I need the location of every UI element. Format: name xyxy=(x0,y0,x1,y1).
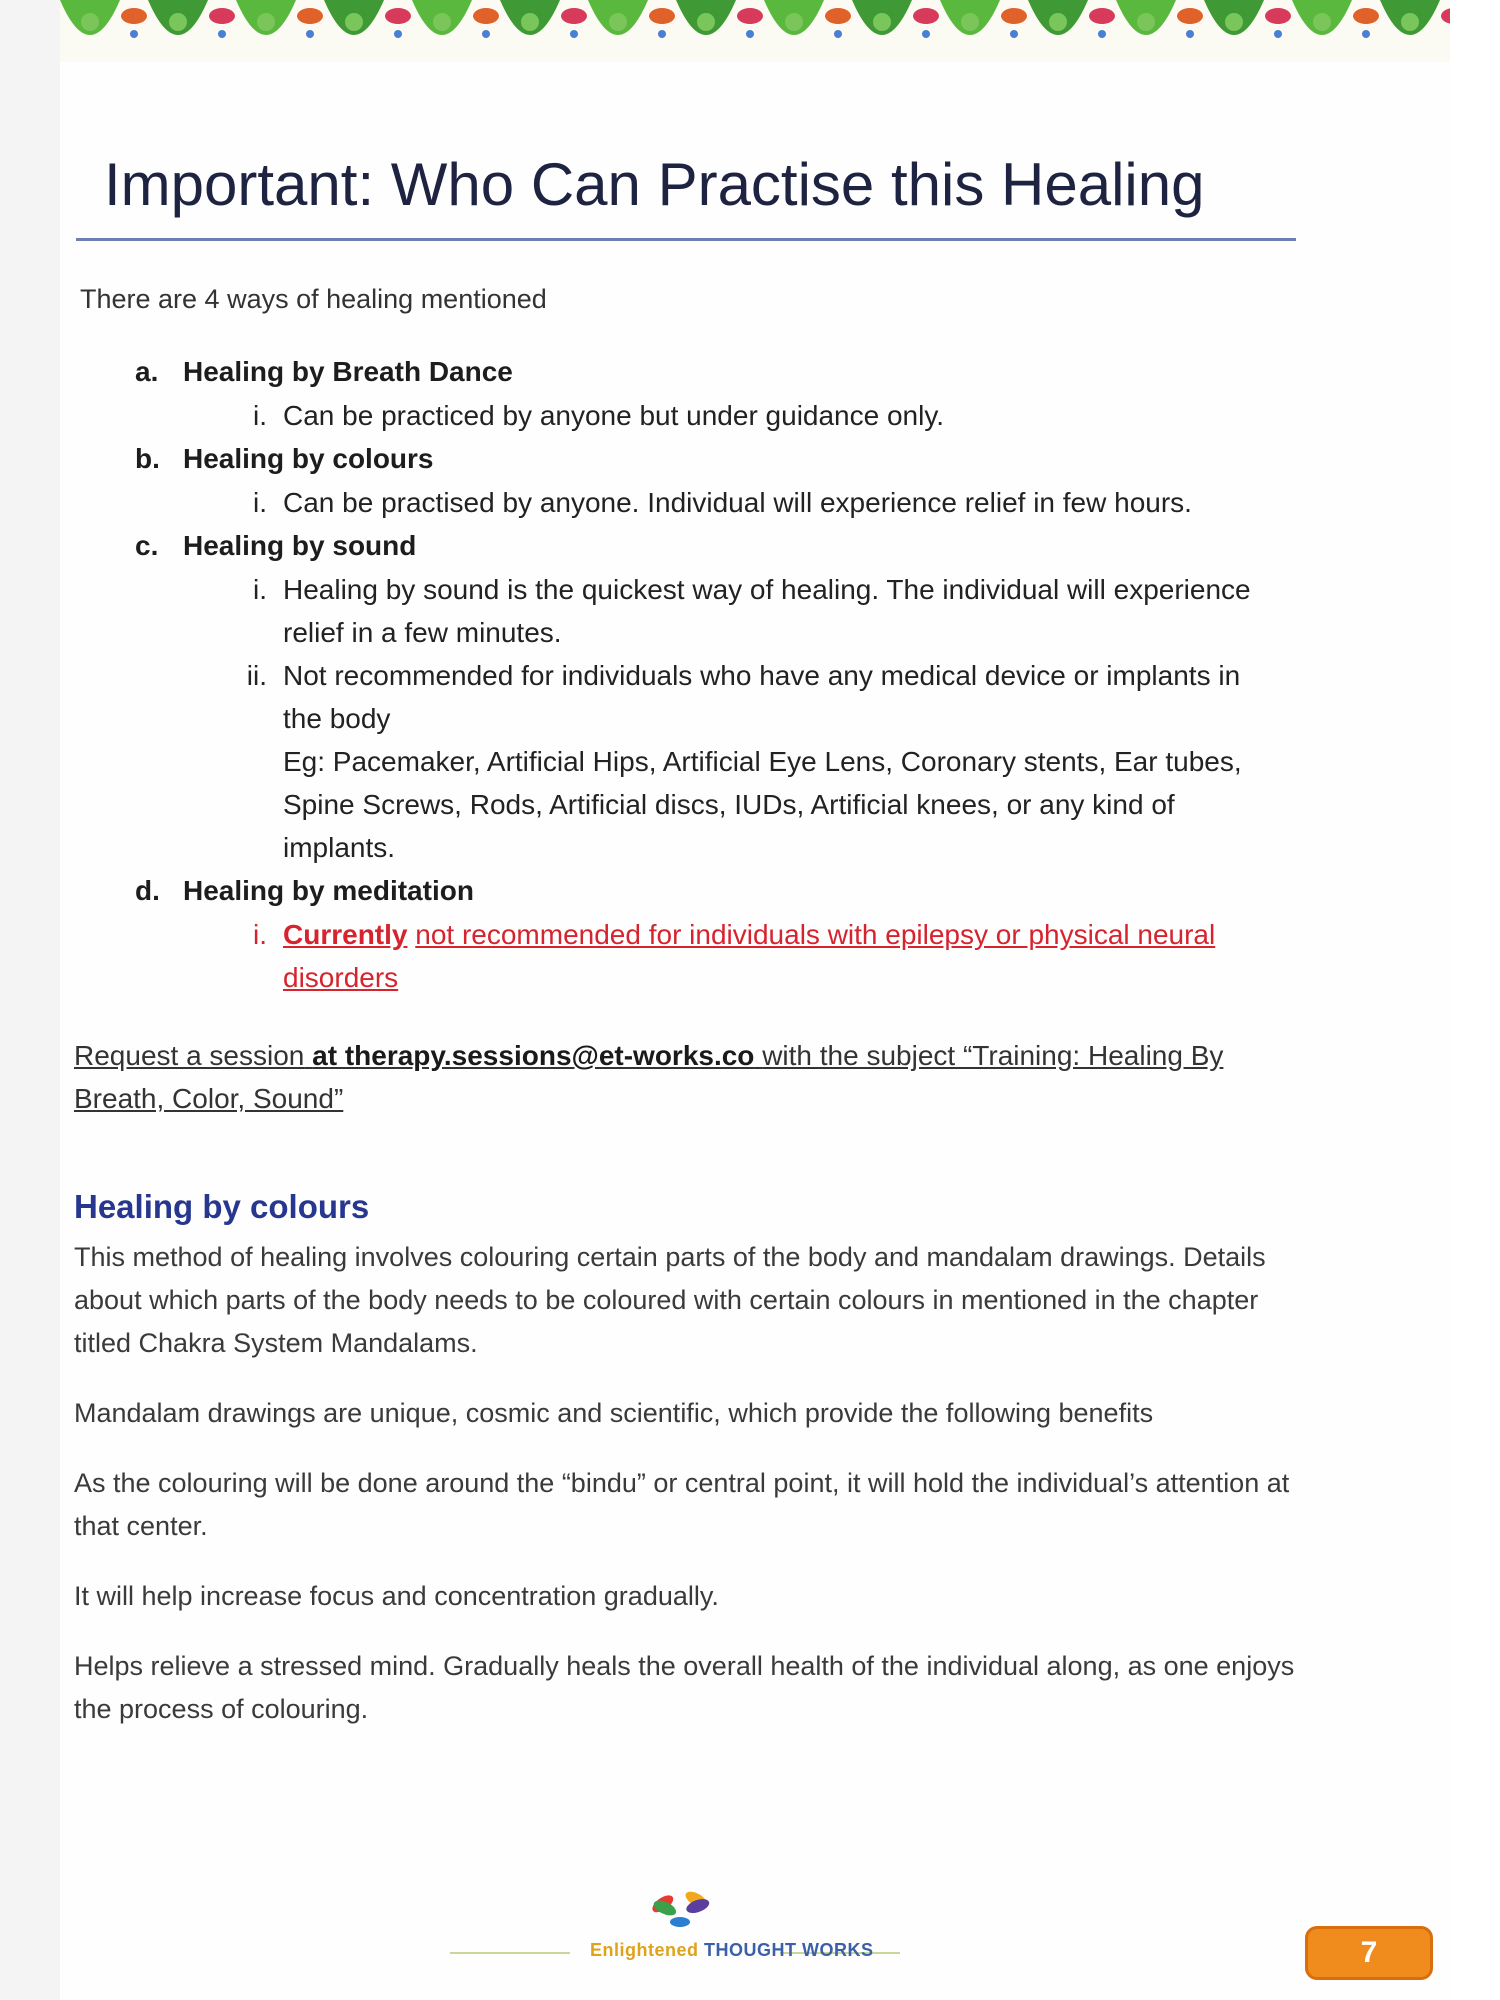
flower-motif xyxy=(297,8,323,24)
flower-motif xyxy=(561,8,587,24)
list-marker: c. xyxy=(135,530,159,561)
bead-motif xyxy=(1186,30,1194,38)
intro-text: There are 4 ways of healing mentioned xyxy=(80,284,547,314)
flower-motif xyxy=(1353,8,1379,24)
floral-border xyxy=(60,0,1450,62)
brand-name: Enlightened THOUGHT WORKS xyxy=(590,1940,874,1960)
paragraph: It will help increase focus and concentration gradually. xyxy=(74,1581,719,1611)
section-heading-colours: Healing by colours xyxy=(74,1188,370,1225)
point-text xyxy=(283,654,1283,869)
flower-motif xyxy=(385,8,411,24)
point-text: Can be practised by anyone. Individual will experience relief in few hours. xyxy=(283,487,1192,518)
point-text: Healing by sound is the quickest way of healing. The individual will experience relief in a few minutes. xyxy=(283,574,1251,648)
paragraph: Helps relieve a stressed mind. Gradually heals the overall health of the individual along, as one enjoys the process of colouring. xyxy=(74,1651,1295,1724)
bead-motif xyxy=(394,30,402,38)
leaf-center xyxy=(1049,13,1067,31)
bead-motif xyxy=(1362,30,1370,38)
paragraph: As the colouring will be done around the “bindu” or central point, it will hold the individual’s attention at that center. xyxy=(74,1468,1290,1541)
document-page xyxy=(60,0,1450,2000)
method-breath-dance xyxy=(135,350,1355,394)
paragraph: This method of healing involves colouring certain parts of the body and mandalam drawings. Details about which parts of the body needs to be coloured with certain colours in mentioned in the chapter titled Chakra System Mandalams. xyxy=(74,1242,1266,1358)
healing-methods-list xyxy=(135,350,1355,999)
method-label: Healing by meditation xyxy=(183,875,474,906)
flower-motif xyxy=(913,8,939,24)
bead-motif xyxy=(306,30,314,38)
leaf-center xyxy=(169,13,187,31)
method-label: Healing by colours xyxy=(183,443,434,474)
warning-text xyxy=(283,913,1283,999)
leaf-center xyxy=(1137,13,1155,31)
page-shadow-edge xyxy=(0,0,60,2000)
list-marker: b. xyxy=(135,443,160,474)
paragraph: Mandalam drawings are unique, cosmic and scientific, which provide the following benefits xyxy=(74,1398,1154,1428)
method-label: Healing by sound xyxy=(183,530,417,561)
leaf-center xyxy=(785,13,803,31)
leaf-center xyxy=(609,13,627,31)
warning-body: not recommended for individuals with epilepsy or physical neural disorders xyxy=(283,919,1216,993)
list-item xyxy=(227,568,1355,654)
bead-motif xyxy=(922,30,930,38)
point-text: Can be practiced by anyone but under guidance only. xyxy=(283,400,945,431)
bead-motif xyxy=(834,30,842,38)
warning-item xyxy=(227,913,1355,999)
bead-motif xyxy=(130,30,138,38)
leaf-center xyxy=(961,13,979,31)
page-title: Important: Who Can Practise this Healing xyxy=(104,151,1205,218)
list-marker: a. xyxy=(135,356,159,387)
list-marker: i. xyxy=(253,919,267,950)
colours-section-body xyxy=(74,1236,1314,1758)
flower-motif xyxy=(737,8,763,24)
flower-motif xyxy=(209,8,235,24)
list-marker: i. xyxy=(253,400,267,431)
flower-motif xyxy=(1177,8,1203,24)
page-number-badge: 7 xyxy=(1305,1926,1433,1980)
list-item xyxy=(227,394,1355,437)
leaf-center xyxy=(697,13,715,31)
leaf-center xyxy=(433,13,451,31)
list-marker: ii. xyxy=(246,660,267,691)
bead-motif xyxy=(746,30,754,38)
request-email[interactable]: at therapy.sessions@et-works.co xyxy=(312,1040,755,1071)
leaf-center xyxy=(1401,13,1419,31)
flower-motif xyxy=(473,8,499,24)
request-suffix: with the subject “Training: Healing By Breath, Color, Sound” xyxy=(74,1040,1224,1114)
flower-motif xyxy=(1001,8,1027,24)
leaf-center xyxy=(1225,13,1243,31)
method-meditation xyxy=(135,869,1355,913)
method-colours xyxy=(135,437,1355,481)
hands-logo-icon xyxy=(620,1870,740,1934)
leaf-center xyxy=(1313,13,1331,31)
list-item xyxy=(227,654,1355,869)
leaf-center xyxy=(257,13,275,31)
list-marker: i. xyxy=(253,574,267,605)
leaf-center xyxy=(873,13,891,31)
point-example-text: Eg: Pacemaker, Artificial Hips, Artificial Eye Lens, Coronary stents, Ear tubes, Spine Screws, Rods, Artificial discs, IUDs, Artificial knees, or any kind of implants. xyxy=(283,746,1242,863)
method-label: Healing by Breath Dance xyxy=(183,356,513,387)
method-sound xyxy=(135,524,1355,568)
list-marker: i. xyxy=(253,487,267,518)
title-underline xyxy=(76,238,1296,241)
flower-motif xyxy=(825,8,851,24)
bead-motif xyxy=(1098,30,1106,38)
bead-motif xyxy=(482,30,490,38)
leaf-center xyxy=(81,13,99,31)
flower-motif xyxy=(649,8,675,24)
flower-motif xyxy=(1089,8,1115,24)
flower-motif xyxy=(121,8,147,24)
list-marker: d. xyxy=(135,875,160,906)
bead-motif xyxy=(1274,30,1282,38)
list-item xyxy=(227,481,1355,524)
request-session-link[interactable] xyxy=(74,1034,1304,1120)
point-main-text: Not recommended for individuals who have any medical device or implants in the body xyxy=(283,660,1241,734)
leaf-center xyxy=(521,13,539,31)
leaf-center xyxy=(345,13,363,31)
warning-lead: Currently xyxy=(283,919,408,950)
bead-motif xyxy=(218,30,226,38)
bead-motif xyxy=(1010,30,1018,38)
flower-motif xyxy=(1265,8,1291,24)
footer-divider-left xyxy=(450,1952,570,1954)
bead-motif xyxy=(658,30,666,38)
bead-motif xyxy=(570,30,578,38)
request-prefix: Request a session xyxy=(74,1040,305,1071)
